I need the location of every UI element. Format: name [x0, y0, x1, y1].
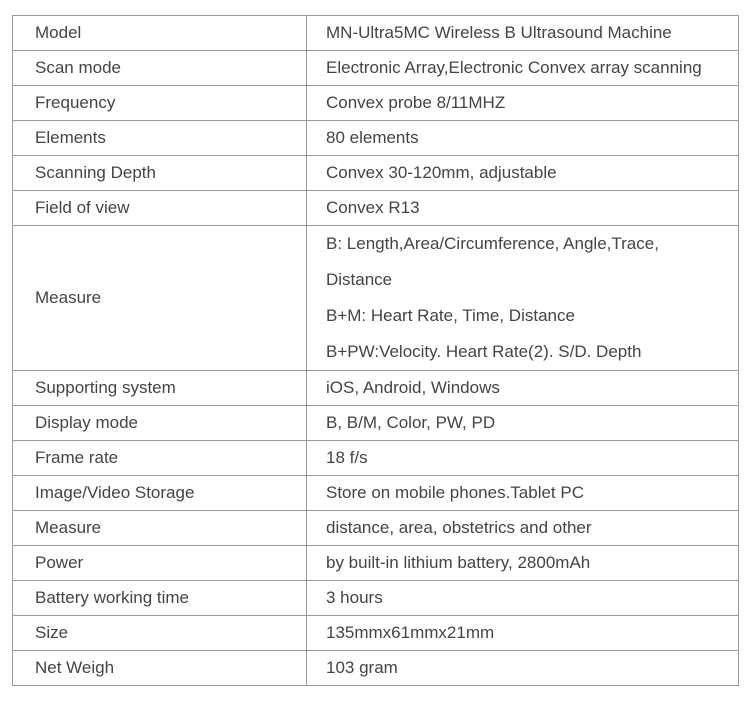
spec-label: Frame rate	[13, 441, 307, 476]
table-row	[13, 406, 739, 441]
spec-label: Measure	[13, 511, 307, 546]
spec-value: Store on mobile phones.Tablet PC	[307, 476, 739, 511]
spec-label: Image/Video Storage	[13, 476, 307, 511]
table-row	[13, 511, 739, 546]
spec-label: Scan mode	[13, 51, 307, 86]
spec-label: Frequency	[13, 86, 307, 121]
table-row	[13, 581, 739, 616]
spec-value: iOS, Android, Windows	[307, 371, 739, 406]
table-row	[13, 476, 739, 511]
spec-value-line: B+M: Heart Rate, Time, Distance	[326, 306, 575, 325]
table-row	[13, 156, 739, 191]
spec-table	[12, 15, 739, 686]
table-row	[13, 191, 739, 226]
spec-label: Supporting system	[13, 371, 307, 406]
spec-label: Net Weigh	[13, 651, 307, 686]
spec-value: Convex 30-120mm, adjustable	[307, 156, 739, 191]
table-row	[13, 546, 739, 581]
spec-label: Size	[13, 616, 307, 651]
spec-label: Field of view	[13, 191, 307, 226]
spec-value: 18 f/s	[307, 441, 739, 476]
table-row	[13, 651, 739, 686]
spec-value: 80 elements	[307, 121, 739, 156]
spec-value-line: Distance	[326, 270, 393, 289]
table-row	[13, 226, 739, 371]
spec-label: Display mode	[13, 406, 307, 441]
spec-label: Model	[13, 16, 307, 51]
spec-value: by built-in lithium battery, 2800mAh	[307, 546, 739, 581]
table-row	[13, 371, 739, 406]
table-row	[13, 16, 739, 51]
spec-value-line: B+PW:Velocity. Heart Rate(2). S/D. Depth	[326, 342, 642, 361]
spec-label: Measure	[13, 226, 307, 371]
spec-label: Power	[13, 546, 307, 581]
table-row	[13, 441, 739, 476]
spec-value: 135mmx61mmx21mm	[307, 616, 739, 651]
spec-value: 3 hours	[307, 581, 739, 616]
spec-value: 103 gram	[307, 651, 739, 686]
spec-value: Electronic Array,Electronic Convex array scanning	[307, 51, 739, 86]
spec-value-line: B: Length,Area/Circumference, Angle,Trace,	[326, 234, 659, 253]
spec-value: distance, area, obstetrics and other	[307, 511, 739, 546]
table-row	[13, 51, 739, 86]
spec-value: MN-Ultra5MC Wireless B Ultrasound Machine	[307, 16, 739, 51]
spec-value: Convex probe 8/11MHZ	[307, 86, 739, 121]
spec-label: Battery working time	[13, 581, 307, 616]
table-row	[13, 121, 739, 156]
table-row	[13, 616, 739, 651]
spec-value: B, B/M, Color, PW, PD	[307, 406, 739, 441]
spec-label: Scanning Depth	[13, 156, 307, 191]
table-row	[13, 86, 739, 121]
spec-value: Convex R13	[307, 191, 739, 226]
spec-label: Elements	[13, 121, 307, 156]
spec-value-multiline	[307, 226, 739, 371]
